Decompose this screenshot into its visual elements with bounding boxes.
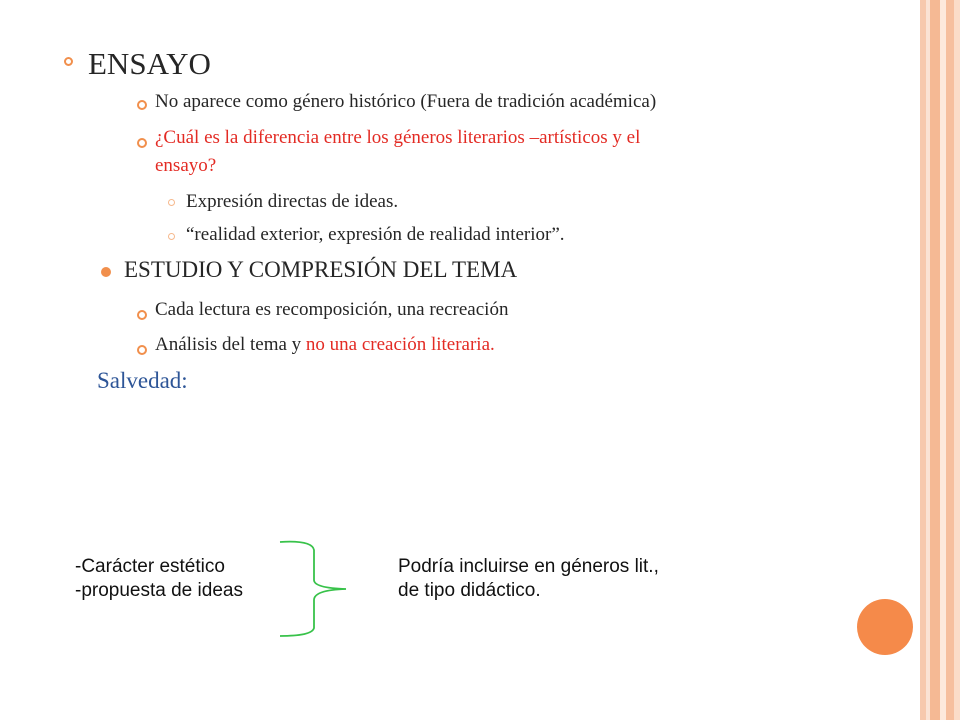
bullet-icon	[168, 199, 175, 206]
salvedad-label: Salvedad:	[97, 368, 188, 393]
title-bullet-icon	[64, 57, 73, 66]
bullet-icon	[137, 138, 147, 148]
left-list-item: -Carácter estético	[75, 556, 225, 577]
bullet-icon	[137, 345, 147, 355]
decorative-side-stripes	[920, 0, 960, 720]
bullet-icon	[137, 310, 147, 320]
section-bullet-icon	[101, 267, 111, 277]
analisis-plain-text: Análisis del tema y	[155, 334, 306, 355]
left-list	[75, 555, 243, 603]
item-analisis	[155, 334, 495, 356]
right-note-line: Podría incluirse en géneros lit.,	[398, 556, 659, 577]
analisis-red-text: no una creación literaria.	[305, 334, 495, 355]
item-cada-lectura: Cada lectura es recomposición, una recreación	[155, 299, 509, 320]
right-note	[398, 555, 659, 603]
item-expresion: Expresión directas de ideas.	[186, 191, 399, 212]
section2-title: ESTUDIO Y COMPRESIÓN DEL TEMA	[124, 257, 518, 282]
bullet-icon	[168, 233, 175, 240]
brace-icon	[270, 538, 360, 640]
item-question-line1: ¿Cuál es la diferencia entre los géneros literarios –artísticos y el	[155, 127, 641, 148]
item-realidad: “realidad exterior, expresión de realidad interior”.	[186, 224, 565, 245]
decorative-circle	[857, 599, 913, 655]
item-no-aparece: No aparece como género histórico (Fuera de tradición académica)	[155, 91, 657, 112]
left-list-item: -propuesta de ideas	[75, 580, 243, 601]
right-note-line: de tipo didáctico.	[398, 580, 541, 601]
item-question-line2: ensayo?	[155, 155, 217, 176]
bullet-icon	[137, 100, 147, 110]
slide-title: ENSAYO	[88, 46, 211, 81]
